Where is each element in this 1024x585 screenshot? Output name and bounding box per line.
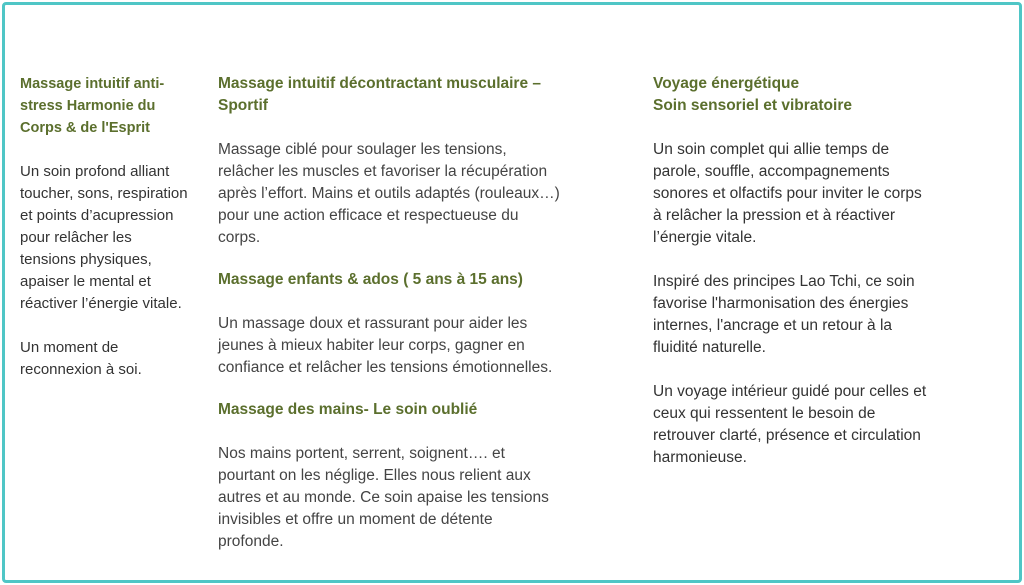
heading-massage-intuitif-anti-stress (20, 73, 210, 139)
text-line: favorise l'harmonisation des énergies (653, 295, 909, 312)
column-intuitive-massage (20, 73, 210, 381)
closing-paragraph (20, 337, 210, 381)
text-line: pour une action efficace et respectueuse du (218, 207, 519, 224)
heading-line: Voyage énergétique (653, 75, 800, 92)
description-paragraph (653, 139, 993, 249)
text-line: et points d’acupression (20, 207, 174, 224)
text-line: relâcher les muscles et favoriser la récupération (218, 163, 548, 180)
text-line: pour relâcher les (20, 229, 132, 246)
lao-tchi-paragraph (653, 271, 993, 359)
heading-line: Massage intuitif décontractant musculaire – (218, 75, 542, 92)
text-line: apaiser le mental et (20, 273, 151, 290)
description-paragraph (218, 443, 618, 553)
voyage-interieur-paragraph (653, 381, 993, 469)
heading-line: Massage des mains- Le soin oublié (218, 401, 478, 418)
text-line: tensions physiques, (20, 251, 152, 268)
text-line: sonores et olfactifs pour inviter le corps (653, 185, 922, 202)
heading-line: Massage intuitif anti- (20, 76, 165, 92)
text-line: ceux qui ressentent le besoin de (653, 405, 876, 422)
heading-line: Sportif (218, 97, 268, 114)
text-line: Un soin complet qui allie temps de (653, 141, 890, 158)
text-line: pourtant on les néglige. Elles nous relient aux (218, 467, 531, 484)
description-paragraph (218, 139, 618, 249)
text-line: parole, souffle, accompagnements (653, 163, 890, 180)
column-massages (218, 73, 618, 553)
text-line: Inspiré des principes Lao Tchi, ce soin (653, 273, 915, 290)
heading-massage-enfants-ados (218, 269, 618, 291)
heading-line: Corps & de l'Esprit (20, 120, 150, 136)
text-line: invisibles et offre un moment de détente (218, 511, 493, 528)
text-line: Un massage doux et rassurant pour aider les (218, 315, 528, 332)
heading-massage-sportif (218, 73, 618, 117)
heading-line: Soin sensoriel et vibratoire (653, 97, 852, 114)
text-line: reconnexion à soi. (20, 361, 142, 378)
column-voyage-energetique (653, 73, 993, 469)
text-line: autres et au monde. Ce soin apaise les tensions (218, 489, 549, 506)
text-line: réactiver l’énergie vitale. (20, 295, 182, 312)
text-line: profonde. (218, 533, 284, 550)
text-line: internes, l'ancrage et un retour à la (653, 317, 893, 334)
text-line: retrouver clarté, présence et circulation (653, 427, 921, 444)
text-line: Un voyage intérieur guidé pour celles et (653, 383, 927, 400)
text-line: Nos mains portent, serrent, soignent…. et (218, 445, 505, 462)
heading-voyage-energetique (653, 73, 993, 117)
text-line: Un moment de (20, 339, 119, 356)
text-line: l’énergie vitale. (653, 229, 757, 246)
text-line: Un soin profond alliant (20, 163, 170, 180)
text-line: à relâcher la pression et à réactiver (653, 207, 896, 224)
text-line: harmonieuse. (653, 449, 747, 466)
heading-line: Massage enfants & ados ( 5 ans à 15 ans) (218, 271, 523, 288)
description-paragraph (218, 313, 618, 379)
text-line: toucher, sons, respiration (20, 185, 188, 202)
heading-line: stress Harmonie du (20, 98, 156, 114)
heading-massage-des-mains (218, 399, 618, 421)
text-line: fluidité naturelle. (653, 339, 766, 356)
description-paragraph (20, 161, 210, 315)
text-line: corps. (218, 229, 261, 246)
text-line: après l’effort. Mains et outils adaptés (rouleaux…) (218, 185, 560, 202)
text-line: confiance et relâcher les tensions émotionnelles. (218, 359, 553, 376)
text-line: Massage ciblé pour soulager les tensions, (218, 141, 507, 158)
text-line: jeunes à mieux habiter leur corps, gagner en (218, 337, 525, 354)
